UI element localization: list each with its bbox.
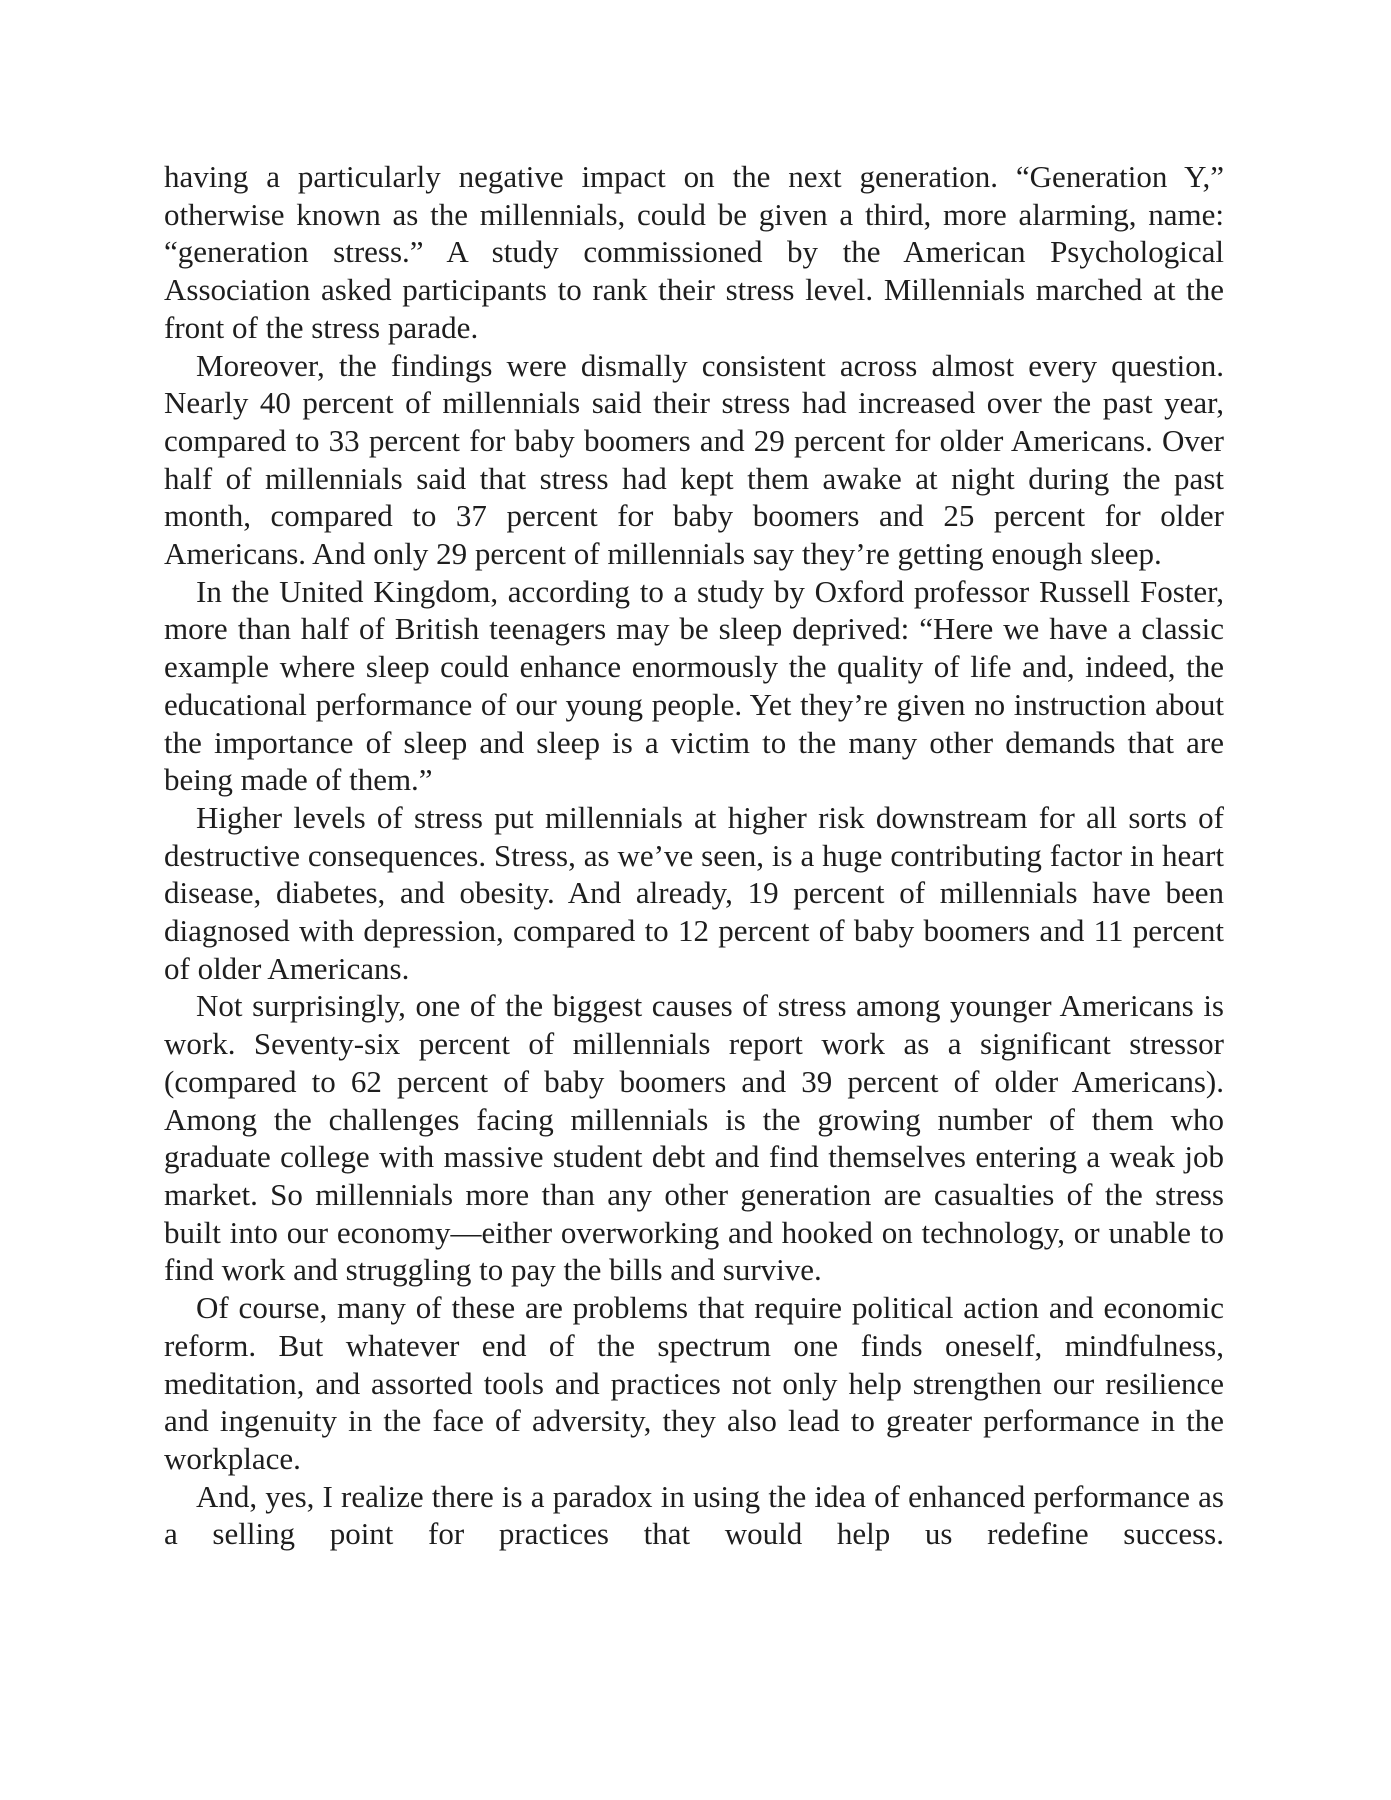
paragraph: Higher levels of stress put millennials at higher risk downstream for all sorts of destructive consequences. Stress, as we’ve seen, is a huge contributing factor in heart disease, diabetes, and obesity. And already, 19 percent of millennials have been diagnosed with depression, compared to 12 percent of baby boomers and 11 percent of older Americans. — [164, 799, 1224, 986]
paragraph-continuation: having a particularly negative impact on the next generation. “Generation Y,” otherwise known as the millennials, could be given a third, more alarming, name: “generation stress.” A study commissioned by the American Psychological Association asked participants to rank their stress level. Millennials marched at the front of the stress parade. — [164, 159, 1224, 345]
paragraph-continues-next-page: And, yes, I realize there is a paradox in using the idea of enhanced performance as a selling point for practices that would help us redefine success. — [164, 1478, 1224, 1552]
paragraph: Moreover, the findings were dismally consistent across almost every question. Nearly 40 percent of millennials said their stress had increased over the past year, compared to 33 percent for baby boomers and 29 percent for older Americans. Over half of millennials said that stress had kept them awake at night during the past month, compared to 37 percent for baby boomers and 25 percent for older Americans. And only 29 percent of millennials say they’re getting enough sleep. — [164, 347, 1224, 572]
paragraph: Of course, many of these are problems that require political action and economic reform. But whatever end of the spectrum one finds oneself, mindfulness, meditation, and assorted tools and practices not only help strengthen our resilience and ingenuity in the face of adversity, they also lead to greater performance in the workplace. — [164, 1290, 1224, 1476]
page-body — [164, 158, 1224, 1553]
paragraph: In the United Kingdom, according to a study by Oxford professor Russell Foster, more than half of British teenagers may be sleep deprived: “Here we have a classic example where sleep could enhance enormously the quality of life and, indeed, the educational performance of our young people. Yet they’re given no instruction about the importance of sleep and sleep is a victim to the many other demands that are being made of them.” — [164, 573, 1224, 798]
paragraph: Not surprisingly, one of the biggest causes of stress among younger Americans is work. Seventy-six percent of millennials report work as a significant stressor (compared to 62 percent of baby boomers and 39 percent of older Americans). Among the challenges facing millennials is the growing number of them who graduate college with massive student debt and find themselves entering a weak job market. So millennials more than any other generation are casualties of the stress built into our economy—either overworking and hooked on technology, or unable to find work and struggling to pay the bills and survive. — [164, 988, 1224, 1288]
